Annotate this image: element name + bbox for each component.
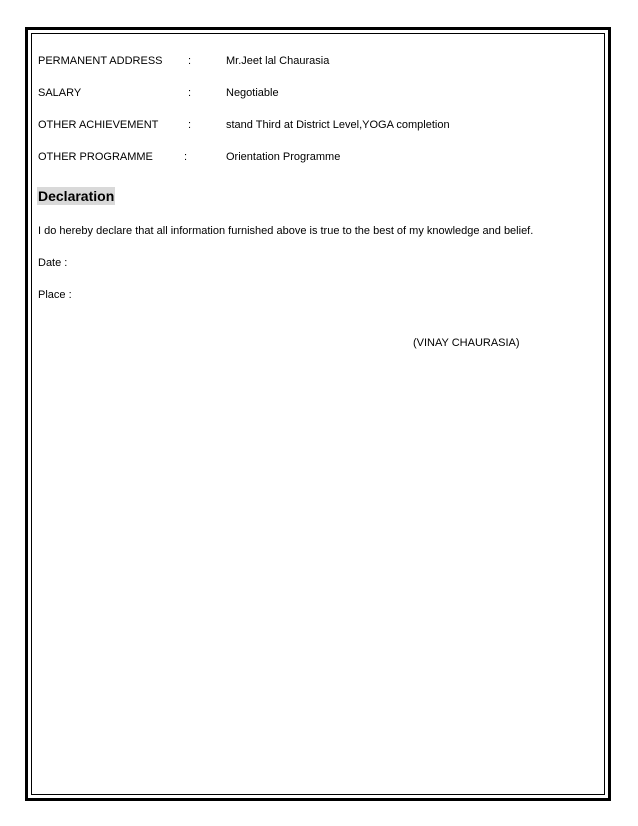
detail-value: Mr.Jeet lal Chaurasia — [226, 55, 330, 67]
detail-label: OTHER ACHIEVEMENT — [38, 119, 159, 131]
detail-colon: : — [188, 55, 192, 67]
detail-value: Negotiable — [226, 87, 279, 99]
declaration-statement: I do hereby declare that all information furnished above is true to the best of my knowledge and belief. — [38, 225, 534, 237]
detail-colon: : — [184, 151, 188, 163]
detail-value: Orientation Programme — [226, 151, 341, 163]
detail-label: OTHER PROGRAMME — [38, 151, 153, 163]
detail-value: stand Third at District Level,YOGA completion — [226, 119, 450, 131]
detail-label: PERMANENT ADDRESS — [38, 55, 163, 67]
place-label: Place : — [38, 289, 72, 301]
page-border-inner — [31, 33, 605, 795]
detail-label: SALARY — [38, 87, 82, 99]
detail-colon: : — [188, 87, 192, 99]
detail-colon: : — [188, 119, 192, 131]
declaration-heading: Declaration — [38, 188, 115, 204]
date-label: Date : — [38, 257, 68, 269]
signature-name: (VINAY CHAURASIA) — [413, 337, 520, 349]
